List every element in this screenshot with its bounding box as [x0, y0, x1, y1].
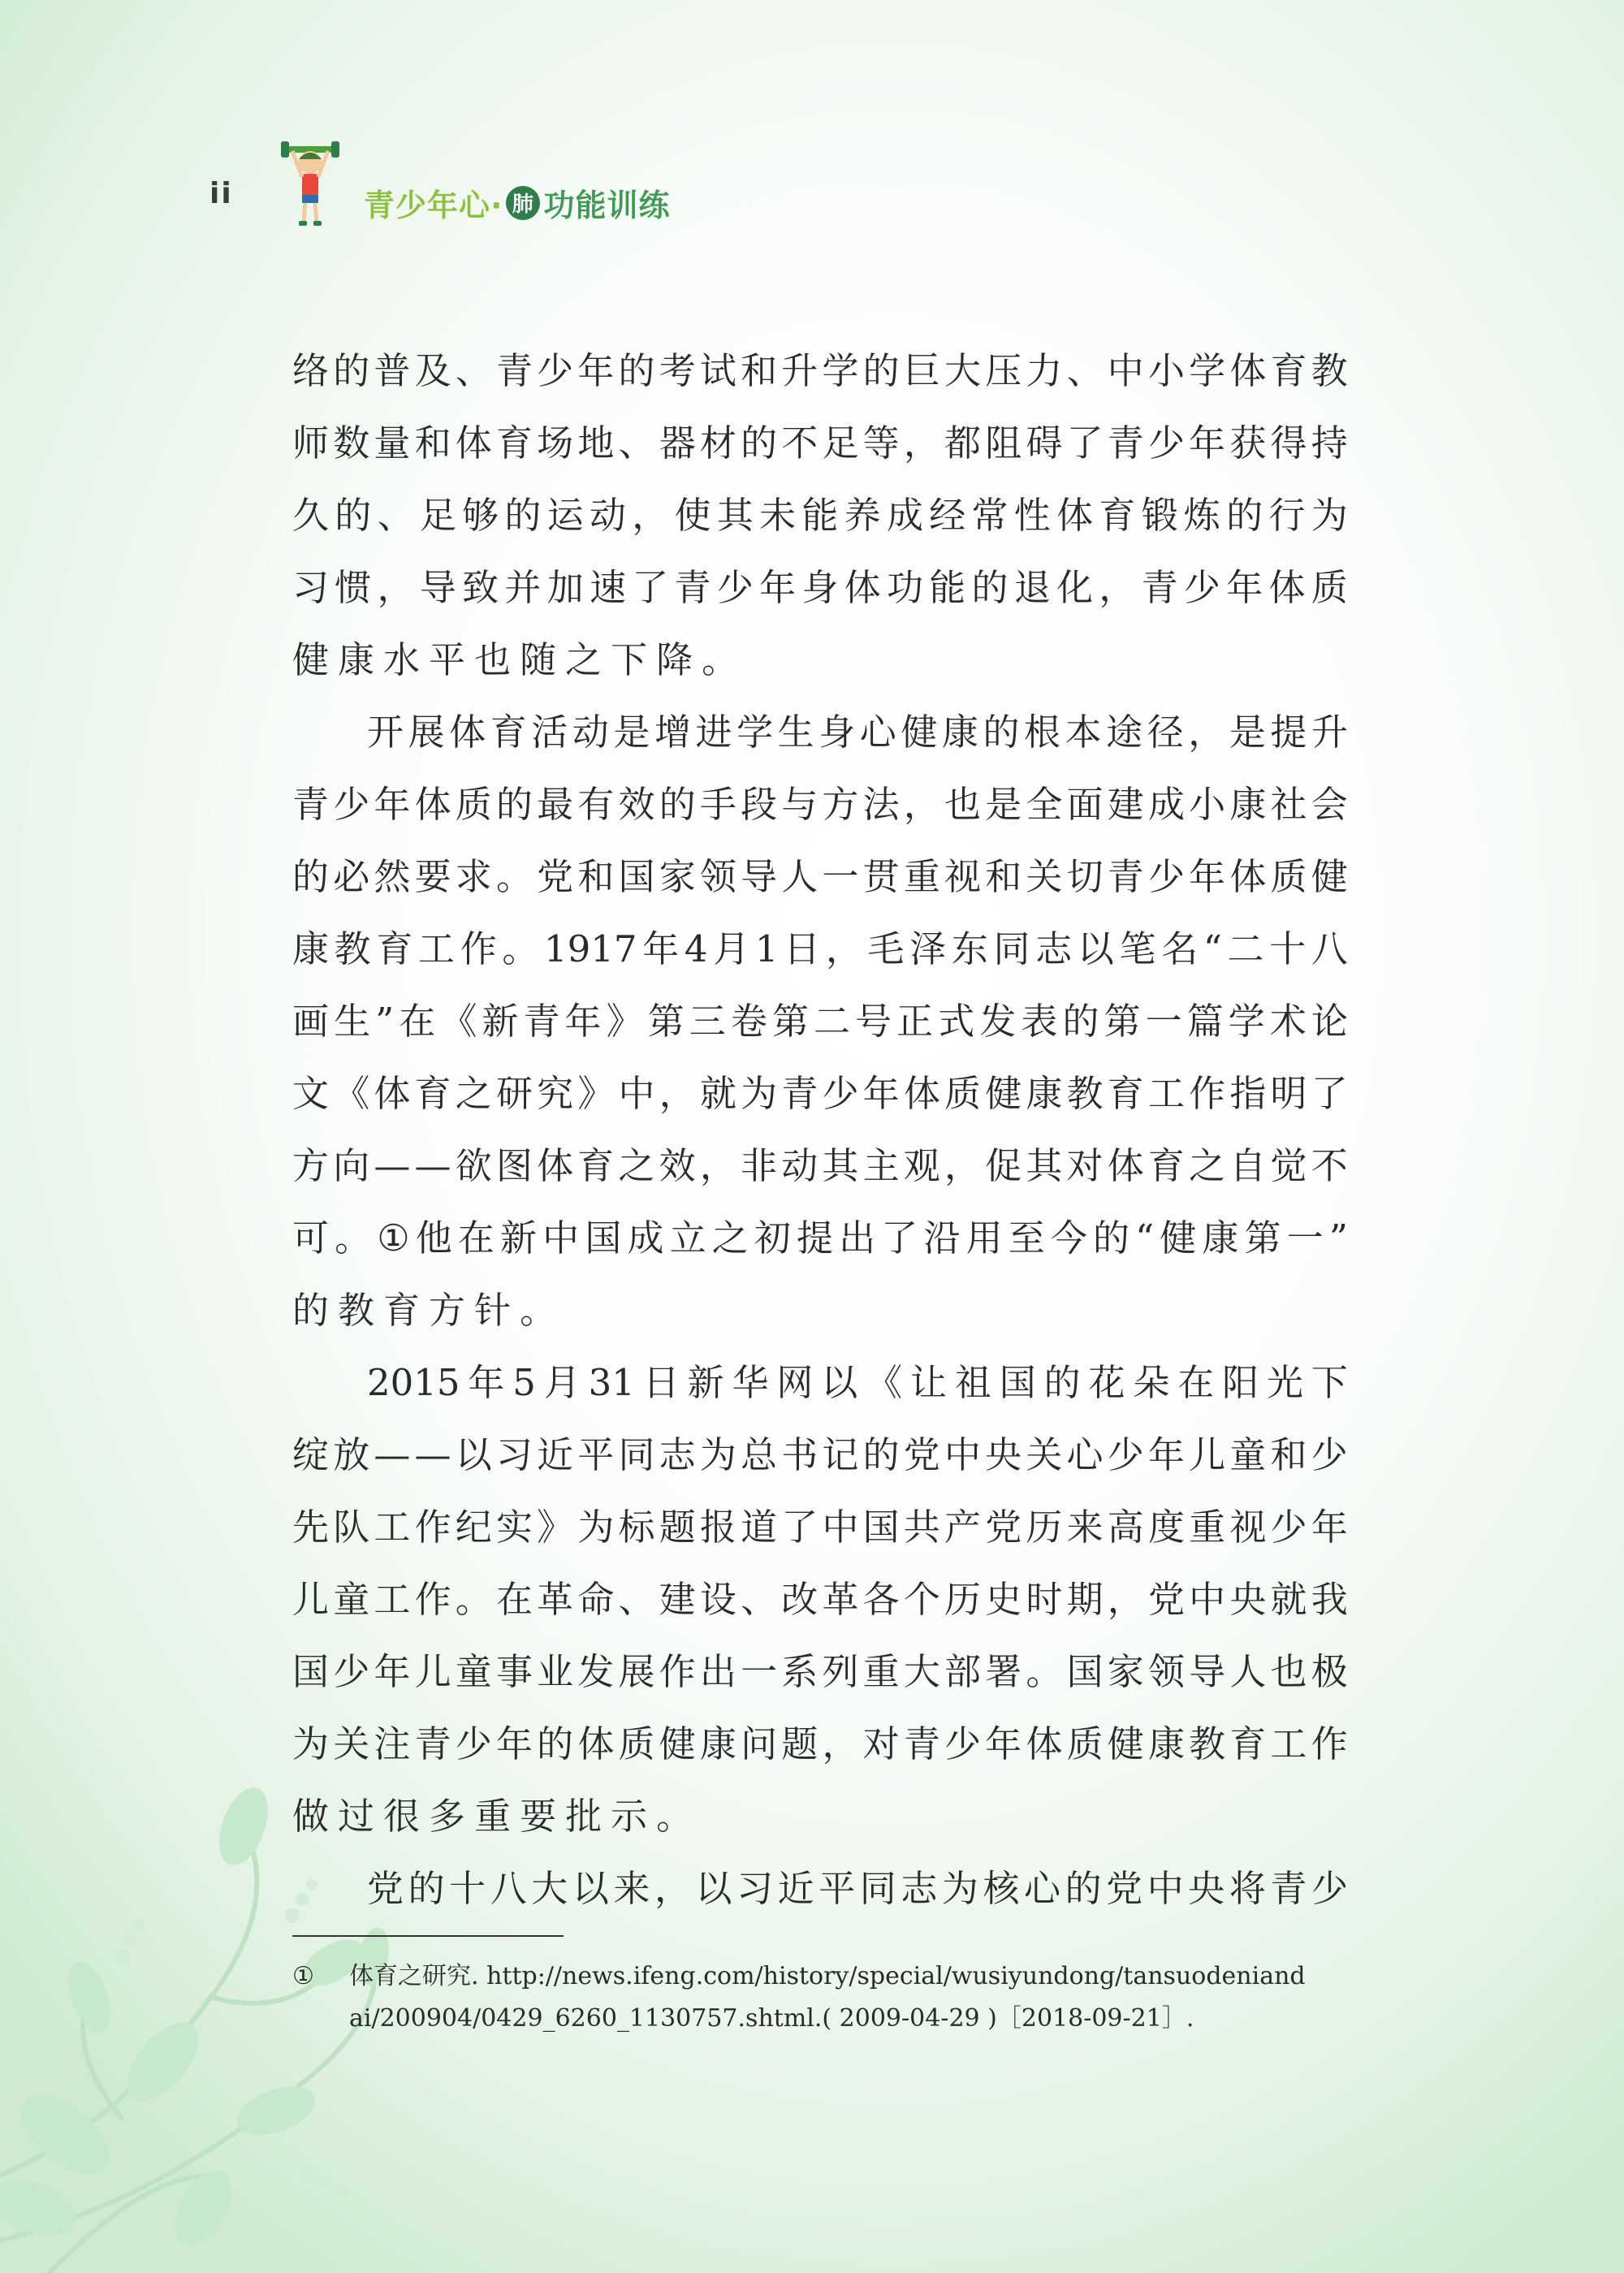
body-line: 儿 童 工 作 。 在 革 命 、 建 设 、 改 革 各 个 历 史 时 期 ， 党 中 央 就 我 [292, 1578, 1348, 1621]
weightlifter-mascot-icon [281, 138, 339, 227]
body-line: 绽 放 — — 以 习 近 平 同 志 为 总 书 记 的 党 中 央 关 心 少 年 儿 童 和 少 [292, 1433, 1348, 1476]
footnote-line-2: ai/200904/0429_6260_1130757.shtml.( 2009-04-29 )［2018-09-21］. [349, 2004, 1194, 2033]
body-line: 习 惯 ， 导 致 并 加 速 了 青 少 年 身 体 功 能 的 退 化 ， 青 少 年 体 质 [292, 566, 1348, 609]
body-line: 文 《 体 育 之 研 究 》 中 ， 就 为 青 少 年 体 质 健 康 教 育 工 作 指 明 了 [292, 1072, 1348, 1115]
body-line: 久 的 、 足 够 的 运 动 ， 使 其 未 能 养 成 经 常 性 体 育 锻 炼 的 行 为 [292, 494, 1348, 537]
footnote [292, 1955, 1356, 2040]
book-title-part-2: 功能训练 [543, 188, 671, 223]
page-number: ii [209, 177, 233, 210]
book-title-circled-char: 肺 [506, 186, 540, 220]
body-line: 2015 年 5 月 31 日 新 华 网 以 《 让 祖 国 的 花 朵 在 阳 光 下 [367, 1361, 1348, 1404]
body-line: 国 少 年 儿 童 事 业 发 展 作 出 一 系 列 重 大 部 署 。 国 家 领 导 人 也 极 [292, 1650, 1348, 1693]
body-line: 画 生 ” 在 《 新 青 年 》 第 三 卷 第 二 号 正 式 发 表 的 第 一 篇 学 术 论 [292, 1000, 1348, 1043]
footnote-line-1: 体育之研究. http://news.ifeng.com/history/special/wusiyundong/tansuodeniand [349, 1962, 1306, 1990]
body-line: 康 教 育 工 作 。 1917 年 4 月 1 日 ， 毛 泽 东 同 志 以 笔 名 “ 二 十 八 [292, 927, 1348, 970]
body-line: 的 教 育 方 针 。 [292, 1289, 557, 1332]
body-line: 络 的 普 及 、 青 少 年 的 考 试 和 升 学 的 巨 大 压 力 、 中 小 学 体 育 教 [292, 349, 1348, 392]
body-line: 的 必 然 要 求 。 党 和 国 家 领 导 人 一 贯 重 视 和 关 切 青 少 年 体 质 健 [292, 855, 1348, 898]
body-line: 党 的 十 八 大 以 来 ， 以 习 近 平 同 志 为 核 心 的 党 中 央 将 青 少 [367, 1867, 1348, 1910]
body-line: 做 过 很 多 重 要 批 示 。 [292, 1795, 693, 1838]
book-title [364, 180, 670, 225]
page-header [0, 0, 1624, 260]
body-line: 师 数 量 和 体 育 场 地 、 器 材 的 不 足 等 ， 都 阻 碍 了 青 少 年 获 得 持 [292, 421, 1348, 465]
body-line: 青 少 年 体 质 的 最 有 效 的 手 段 与 方 法 ， 也 是 全 面 建 成 小 康 社 会 [292, 783, 1348, 826]
footnote-marker: ① [292, 1962, 314, 1990]
footnote-rule [292, 1935, 564, 1937]
body-line: 健 康 水 平 也 随 之 下 降 。 [292, 638, 739, 681]
body-line: 方 向 — — 欲 图 体 育 之 效 ， 非 动 其 主 观 ， 促 其 对 体 育 之 自 觉 不 [292, 1144, 1348, 1187]
body-line: 先 队 工 作 纪 实 》 为 标 题 报 道 了 中 国 共 产 党 历 来 高 度 重 视 少 年 [292, 1506, 1348, 1549]
book-title-part-1: 青少年心· [364, 188, 503, 223]
body-text [292, 335, 1348, 1925]
body-line: 可 。 ① 他 在 新 中 国 成 立 之 初 提 出 了 沿 用 至 今 的 “ 健 康 第 一 ” [292, 1216, 1348, 1260]
body-line: 开 展 体 育 活 动 是 增 进 学 生 身 心 健 康 的 根 本 途 径 ， 是 提 升 [367, 711, 1348, 754]
body-line: 为 关 注 青 少 年 的 体 质 健 康 问 题 ， 对 青 少 年 体 质 健 康 教 育 工 作 [292, 1722, 1348, 1765]
